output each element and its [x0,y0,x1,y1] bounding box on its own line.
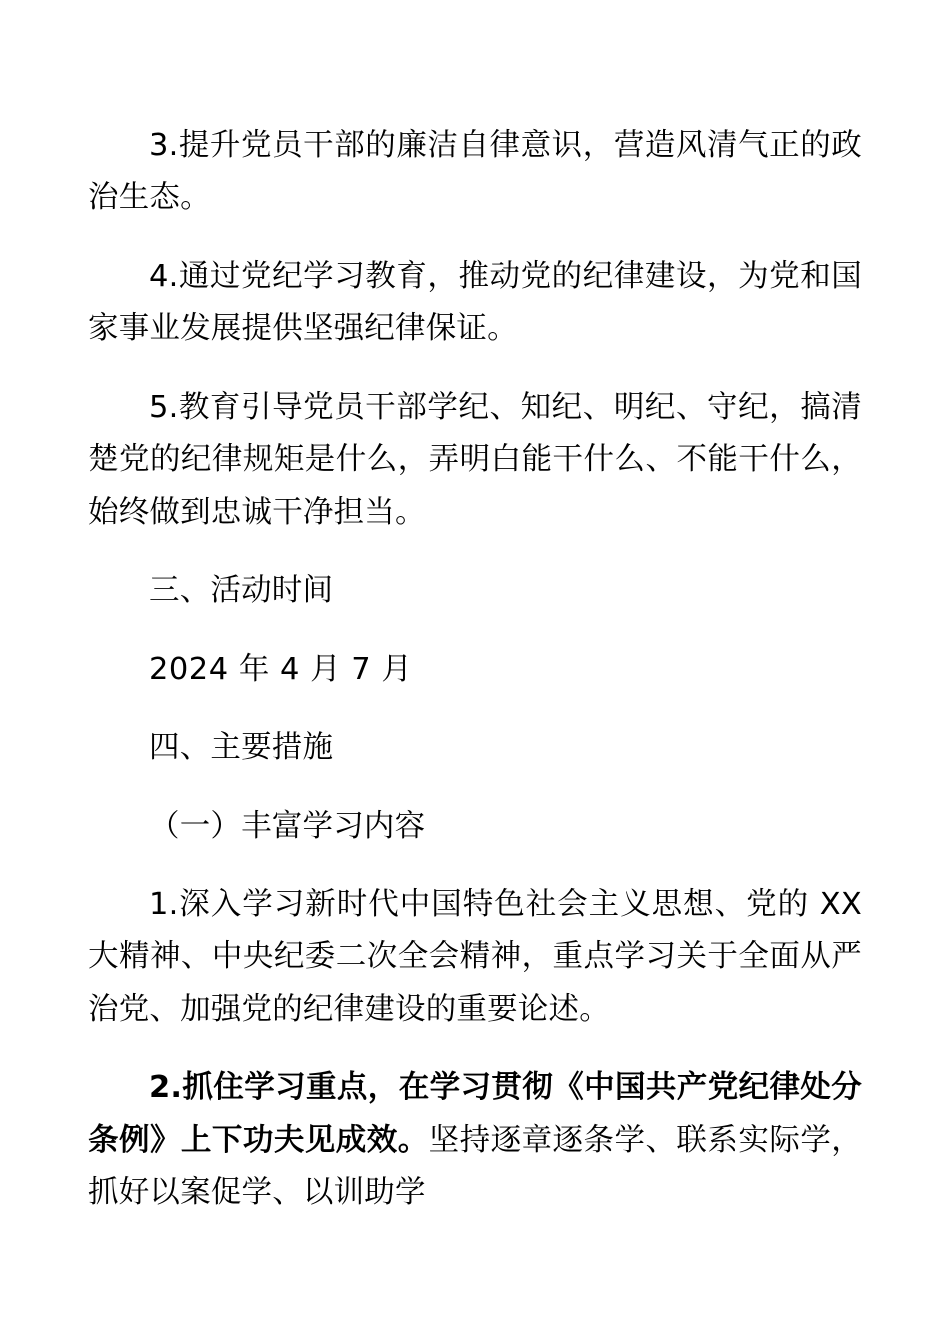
paragraph-item-4: 4.通过党纪学习教育，推动党的纪律建设，为党和国家事业发展提供坚强纪律保证。 [88,258,862,347]
heading-section-three: 三、活动时间 [149,573,334,609]
paragraph-item-5: 5.教育引导党员干部学纪、知纪、明纪、守纪，搞清楚党的纪律规矩是什么，弄明白能干什么、不能干什么，始终做到忠诚干净担当。 [88,389,862,530]
heading-section-four: 四、主要措施 [149,730,334,766]
paragraph-measure-2 [88,1062,862,1219]
paragraph-measure-2-rest: 坚持逐章逐条学、联系实际学，抓好以案促学、以训助学 [88,1122,862,1211]
activity-time-value: 2024 年 4 月 7 月 [149,651,413,687]
subheading-enrich-study-content: （一）丰富学习内容 [149,808,426,844]
paragraph-item-3: 3.提升党员干部的廉洁自律意识，营造风清气正的政治生态。 [88,128,862,216]
paragraph-measure-1: 1.深入学习新时代中国特色社会主义思想、党的 XX 大精神、中央纪委二次全会精神，重点学习关于全面从严治党、加强党的纪律建设的重要论述。 [88,886,862,1027]
paragraph-measure-2-bold-lead: 2.抓住学习重点，在学习贯彻《中国共产党纪律处分条例》上下功夫见成效。 [88,1070,862,1158]
